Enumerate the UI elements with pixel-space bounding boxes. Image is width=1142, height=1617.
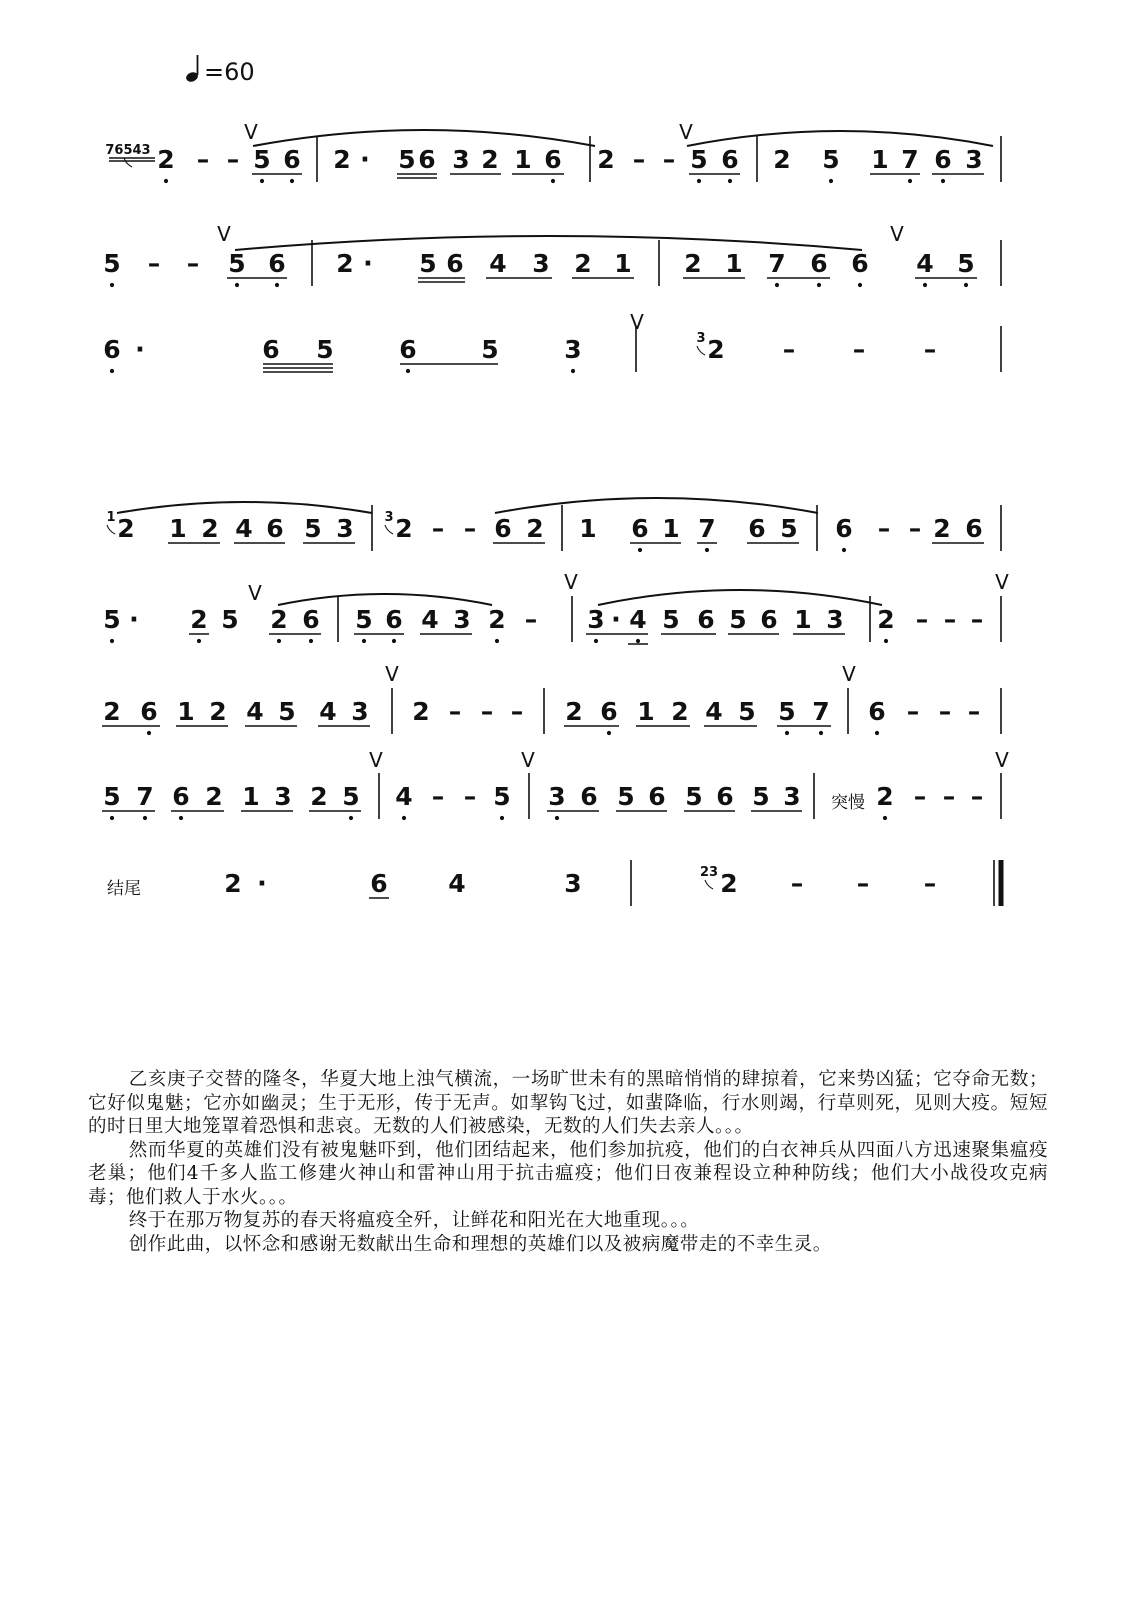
lower-octave-dot xyxy=(875,731,879,735)
note: 6 xyxy=(697,605,715,634)
note: 1 xyxy=(579,514,597,543)
sustain-dash: – xyxy=(147,249,161,278)
note: 5 xyxy=(662,605,680,634)
note: 4 xyxy=(916,249,934,278)
lower-octave-dot xyxy=(817,283,821,287)
note: 1 xyxy=(514,145,532,174)
lower-octave-dot xyxy=(842,548,846,552)
note: 5 xyxy=(278,697,296,726)
note: 1 xyxy=(177,697,195,726)
slur-arc xyxy=(598,590,882,605)
ending-label: 结尾 xyxy=(107,879,141,899)
breath-mark: V xyxy=(248,581,262,605)
lower-octave-dot xyxy=(728,179,732,183)
note: 5 xyxy=(778,697,796,726)
sustain-dash: – xyxy=(877,514,891,543)
note: 1 xyxy=(725,249,743,278)
tempo-marking xyxy=(185,55,255,86)
sustain-dash: – xyxy=(906,697,920,726)
sustain-dash: – xyxy=(186,249,200,278)
note: 4 xyxy=(705,697,723,726)
sustain-dash: – xyxy=(226,145,240,174)
note: 2 xyxy=(597,145,615,174)
note: 2 xyxy=(481,145,499,174)
augmentation-dot: · xyxy=(135,335,145,365)
lower-octave-dot xyxy=(785,731,789,735)
note: 4 xyxy=(489,249,507,278)
note: 4 xyxy=(395,782,413,811)
breath-mark: V xyxy=(244,120,258,144)
note: 6 xyxy=(648,782,666,811)
note: 2 xyxy=(209,697,227,726)
note: 3 xyxy=(564,869,582,898)
lower-octave-dot xyxy=(260,179,264,183)
note: 7 xyxy=(901,145,919,174)
note: 5 xyxy=(752,782,770,811)
note: 2 xyxy=(310,782,328,811)
sustain-dash: – xyxy=(852,335,866,364)
note: 3 xyxy=(532,249,550,278)
lower-octave-dot xyxy=(858,283,862,287)
note: 6 xyxy=(418,145,436,174)
note: 2 xyxy=(877,605,895,634)
breath-mark: V xyxy=(385,662,399,686)
note: 3 xyxy=(564,335,582,364)
sustain-dash: – xyxy=(790,869,804,898)
note: 6 xyxy=(721,145,739,174)
lower-octave-dot xyxy=(884,639,888,643)
note: 7 xyxy=(812,697,830,726)
note: 2 xyxy=(224,869,242,898)
note: 5 xyxy=(304,514,322,543)
breath-mark: V xyxy=(842,662,856,686)
lower-octave-dot xyxy=(697,179,701,183)
sustain-dash: – xyxy=(510,697,524,726)
lower-octave-dot xyxy=(829,179,833,183)
sudden-slow-label: 突慢 xyxy=(831,793,865,813)
sustain-dash: – xyxy=(938,697,952,726)
note: 1 xyxy=(614,249,632,278)
lower-octave-dot xyxy=(705,548,709,552)
note: 5 xyxy=(957,249,975,278)
note: 5 xyxy=(738,697,756,726)
note: 6 xyxy=(748,514,766,543)
augmentation-dot: · xyxy=(129,605,139,635)
lower-octave-dot xyxy=(290,179,294,183)
sustain-dash: – xyxy=(942,782,956,811)
grace-note: 3 xyxy=(696,331,706,346)
note: 6 xyxy=(544,145,562,174)
lower-octave-dot xyxy=(594,639,598,643)
grace-slur xyxy=(107,525,115,534)
slur-arc xyxy=(117,502,372,513)
note: 6 xyxy=(172,782,190,811)
sustain-dash: – xyxy=(923,869,937,898)
lower-octave-dot xyxy=(500,816,504,820)
note: 5 xyxy=(617,782,635,811)
note: 5 xyxy=(398,145,416,174)
lower-octave-dot xyxy=(235,283,239,287)
note: 6 xyxy=(385,605,403,634)
note: 6 xyxy=(262,335,280,364)
note: 6 xyxy=(140,697,158,726)
note: 5 xyxy=(316,335,334,364)
note: 1 xyxy=(871,145,889,174)
lower-octave-dot xyxy=(571,369,575,373)
lower-octave-dot xyxy=(908,179,912,183)
note: 6 xyxy=(934,145,952,174)
note: 5 xyxy=(419,249,437,278)
lower-octave-dot xyxy=(392,639,396,643)
sustain-dash: – xyxy=(448,697,462,726)
sustain-dash: – xyxy=(463,514,477,543)
note: 5 xyxy=(690,145,708,174)
note: 6 xyxy=(266,514,284,543)
note: 3 xyxy=(453,605,471,634)
note: 6 xyxy=(399,335,417,364)
note: 5 xyxy=(685,782,703,811)
note: 2 xyxy=(933,514,951,543)
lower-octave-dot xyxy=(147,731,151,735)
note: 2 xyxy=(157,145,175,174)
sustain-dash: – xyxy=(970,605,984,634)
note: 6 xyxy=(302,605,320,634)
note: 3 xyxy=(351,697,369,726)
slur-arc xyxy=(687,131,993,146)
lower-octave-dot xyxy=(309,639,313,643)
sustain-dash: – xyxy=(970,782,984,811)
lower-octave-dot xyxy=(197,639,201,643)
breath-mark: V xyxy=(564,570,578,594)
note: 7 xyxy=(768,249,786,278)
note: 2 xyxy=(117,514,135,543)
lower-octave-dot xyxy=(110,816,114,820)
note: 1 xyxy=(169,514,187,543)
grace-note: 3 xyxy=(384,510,394,525)
note: 6 xyxy=(600,697,618,726)
grace-note: 76543 xyxy=(105,143,151,158)
note: 3 xyxy=(826,605,844,634)
sustain-dash: – xyxy=(196,145,210,174)
breath-mark: V xyxy=(679,120,693,144)
note: 6 xyxy=(580,782,598,811)
grace-slur xyxy=(705,880,713,889)
sustain-dash: – xyxy=(524,605,538,634)
note: 2 xyxy=(412,697,430,726)
note: 2 xyxy=(526,514,544,543)
sustain-dash: – xyxy=(463,782,477,811)
notes-paragraph: 终于在那万物复苏的春天将瘟疫全歼，让鲜花和阳光在大地重现。。。 xyxy=(128,1210,700,1231)
note: 2 xyxy=(333,145,351,174)
note: 2 xyxy=(574,249,592,278)
note: 2 xyxy=(103,697,121,726)
sustain-dash: – xyxy=(782,335,796,364)
note: 2 xyxy=(201,514,219,543)
note: 2 xyxy=(671,697,689,726)
note: 5 xyxy=(729,605,747,634)
composition-notes xyxy=(88,1068,1048,1256)
lower-octave-dot xyxy=(110,283,114,287)
lower-octave-dot xyxy=(362,639,366,643)
note: 3 xyxy=(965,145,983,174)
breath-mark: V xyxy=(521,748,535,772)
lower-octave-dot xyxy=(636,639,640,643)
sustain-dash: – xyxy=(923,335,937,364)
note: 4 xyxy=(319,697,337,726)
lower-octave-dot xyxy=(551,179,555,183)
note: 4 xyxy=(235,514,253,543)
sustain-dash: – xyxy=(967,697,981,726)
note: 4 xyxy=(629,605,647,634)
note: 2 xyxy=(707,335,725,364)
note: 6 xyxy=(810,249,828,278)
grace-slur xyxy=(697,346,705,355)
lower-octave-dot xyxy=(555,816,559,820)
note: 1 xyxy=(637,697,655,726)
note: 5 xyxy=(355,605,373,634)
lower-octave-dot xyxy=(110,369,114,373)
note: 5 xyxy=(103,605,121,634)
note: 4 xyxy=(246,697,264,726)
note: 7 xyxy=(698,514,716,543)
note: 2 xyxy=(565,697,583,726)
note: 2 xyxy=(336,249,354,278)
augmentation-dot: · xyxy=(611,605,621,635)
note: 6 xyxy=(268,249,286,278)
lower-octave-dot xyxy=(275,283,279,287)
note: 2 xyxy=(395,514,413,543)
note: 1 xyxy=(794,605,812,634)
sustain-dash: – xyxy=(856,869,870,898)
note: 5 xyxy=(221,605,239,634)
sustain-dash: – xyxy=(913,782,927,811)
note: 6 xyxy=(283,145,301,174)
lower-octave-dot xyxy=(495,639,499,643)
note: 2 xyxy=(876,782,894,811)
augmentation-dot: · xyxy=(360,145,370,175)
note: 1 xyxy=(242,782,260,811)
lower-octave-dot xyxy=(402,816,406,820)
breath-mark: V xyxy=(630,310,644,334)
tempo-text: =60 xyxy=(204,58,255,86)
lower-octave-dot xyxy=(143,816,147,820)
note: 6 xyxy=(103,335,121,364)
sustain-dash: – xyxy=(431,782,445,811)
note: 6 xyxy=(868,697,886,726)
breath-mark: V xyxy=(369,748,383,772)
note: 5 xyxy=(822,145,840,174)
breath-mark: V xyxy=(995,570,1009,594)
sustain-dash: – xyxy=(915,605,929,634)
slur-arc xyxy=(253,130,595,146)
note: 3 xyxy=(336,514,354,543)
note: 6 xyxy=(716,782,734,811)
lower-octave-dot xyxy=(964,283,968,287)
note: 1 xyxy=(662,514,680,543)
note: 5 xyxy=(228,249,246,278)
note: 3 xyxy=(452,145,470,174)
slur-arc xyxy=(495,498,818,513)
sustain-dash: – xyxy=(431,514,445,543)
note: 2 xyxy=(684,249,702,278)
notes-paragraph: 创作此曲，以怀念和感谢无数献出生命和理想的英雄们以及被病魔带走的不幸生灵。 xyxy=(128,1233,832,1255)
breath-mark: V xyxy=(890,222,904,246)
note: 3 xyxy=(548,782,566,811)
note: 5 xyxy=(253,145,271,174)
note: 6 xyxy=(631,514,649,543)
lower-octave-dot xyxy=(277,639,281,643)
note: 4 xyxy=(421,605,439,634)
lower-octave-dot xyxy=(179,816,183,820)
lower-octave-dot xyxy=(775,283,779,287)
note: 6 xyxy=(760,605,778,634)
note: 5 xyxy=(481,335,499,364)
notes-paragraph: 然而华夏的英雄们没有被鬼魅吓到，他们团结起来，他们参加抗疫，他们的白衣神兵从四面八方迅速聚集瘟疫老巢；他们4千多人监工修建火神山和雷神山用于抗击瘟疫；他们日夜兼程设立种种防线；他们大小战役攻克病毒；他们救人于水火。。。 xyxy=(88,1139,1048,1208)
lower-octave-dot xyxy=(638,548,642,552)
augmentation-dot: · xyxy=(363,249,373,279)
note: 2 xyxy=(270,605,288,634)
note: 6 xyxy=(851,249,869,278)
note: 2 xyxy=(190,605,208,634)
note: 4 xyxy=(448,869,466,898)
note: 6 xyxy=(494,514,512,543)
grace-slur xyxy=(124,158,132,167)
augmentation-dot: · xyxy=(257,869,267,899)
note: 2 xyxy=(488,605,506,634)
sustain-dash: – xyxy=(632,145,646,174)
breath-mark: V xyxy=(995,748,1009,772)
note: 3 xyxy=(274,782,292,811)
lower-octave-dot xyxy=(164,179,168,183)
note: 7 xyxy=(136,782,154,811)
lower-octave-dot xyxy=(941,179,945,183)
sustain-dash: – xyxy=(480,697,494,726)
sustain-dash: – xyxy=(908,514,922,543)
note: 2 xyxy=(205,782,223,811)
slur-arc xyxy=(278,594,492,605)
grace-note: 1 xyxy=(106,510,116,525)
grace-note: 23 xyxy=(699,865,719,880)
lower-octave-dot xyxy=(923,283,927,287)
breath-mark: V xyxy=(217,222,231,246)
note: 3 xyxy=(587,605,605,634)
lower-octave-dot xyxy=(110,639,114,643)
note: 6 xyxy=(835,514,853,543)
sustain-dash: – xyxy=(943,605,957,634)
lower-octave-dot xyxy=(406,369,410,373)
sustain-dash: – xyxy=(662,145,676,174)
note: 5 xyxy=(103,782,121,811)
note: 6 xyxy=(446,249,464,278)
lower-octave-dot xyxy=(819,731,823,735)
lower-octave-dot xyxy=(883,816,887,820)
notes-paragraph: 乙亥庚子交替的隆冬，华夏大地上浊气横流，一场旷世未有的黑暗悄悄的肆掠着，它来势凶猛；它夺命无数；它好似鬼魅；它亦如幽灵；生于无形，传于无声。如挈钩飞过，如蜚降临，行水则竭，行草则死，见则大疫。短短的时日里大地笼罩着恐惧和悲哀。无数的人们被感染，无数的人们失去亲人。。。 xyxy=(88,1069,1048,1137)
note: 2 xyxy=(773,145,791,174)
note: 3 xyxy=(783,782,801,811)
note: 5 xyxy=(342,782,360,811)
note: 5 xyxy=(780,514,798,543)
lower-octave-dot xyxy=(607,731,611,735)
note: 5 xyxy=(493,782,511,811)
grace-slur xyxy=(385,525,393,534)
music-notation xyxy=(102,120,1009,906)
slur-arc xyxy=(235,236,862,250)
note: 2 xyxy=(720,869,738,898)
note: 6 xyxy=(370,869,388,898)
note: 5 xyxy=(103,249,121,278)
lower-octave-dot xyxy=(349,816,353,820)
note: 6 xyxy=(965,514,983,543)
